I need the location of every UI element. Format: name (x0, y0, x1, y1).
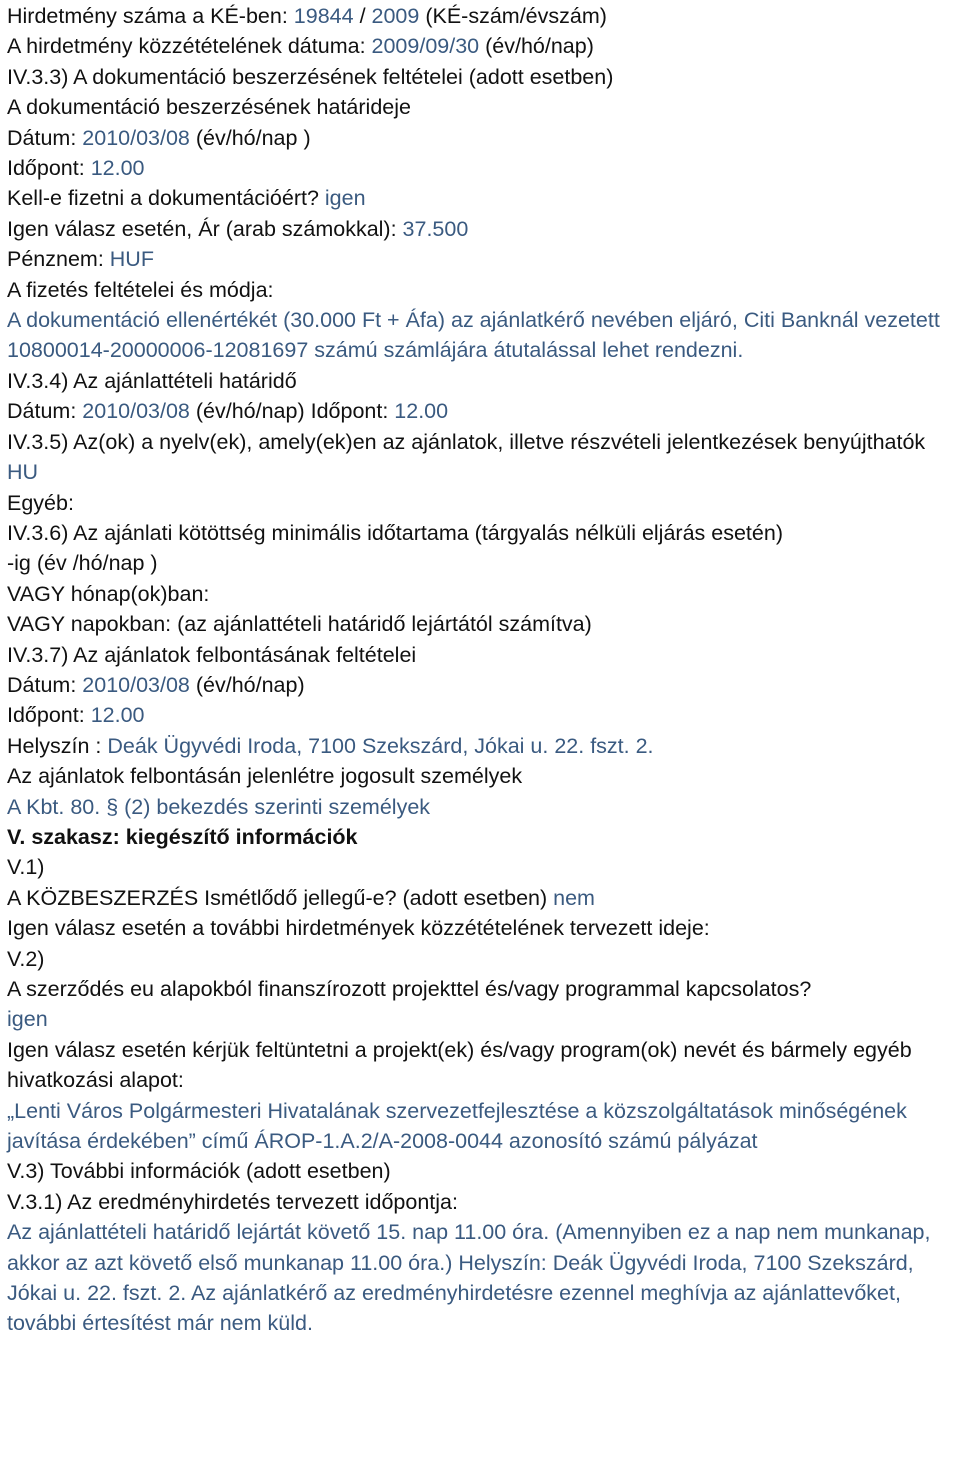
payment-terms-label: A fizetés feltételei és módja: (7, 277, 274, 302)
payment-terms-value: A dokumentáció ellenértékét (30.000 Ft + Áfa) az ajánlatkérő nevében eljáró, Citi Banknál vezetett 10800014-20000006-12081697 számú számlájára átutalással lehet rendezni. (7, 308, 940, 363)
section-v-2-text: V.2) (7, 946, 45, 971)
eu-funds-value: igen (7, 1007, 48, 1032)
section-iv-3-6-heading (7, 518, 956, 548)
documentation-deadline-heading (7, 92, 956, 122)
binding-until-line (7, 548, 956, 578)
binding-days-label: VAGY napokban: (az ajánlattételi határidő lejártától számítva) (7, 612, 592, 637)
attendees-heading (7, 761, 956, 791)
documentation-date-line (7, 123, 956, 153)
binding-days-line (7, 609, 956, 639)
notice-year-value: 2009 (371, 4, 420, 28)
opening-place-label: Helyszín : (7, 733, 108, 758)
opening-time-label: Időpont: (7, 703, 91, 728)
publication-date-line (7, 31, 956, 61)
documentation-time-value: 12.00 (90, 156, 145, 181)
opening-date-line (7, 670, 956, 700)
section-iv-3-3-heading (7, 62, 956, 92)
section-iv-3-4-heading (7, 366, 956, 396)
tender-time-label: (év/hó/nap) Időpont: (189, 399, 395, 424)
payment-required-label: Kell-e fizetni a dokumentációért? (7, 186, 325, 211)
publication-date-format: (év/hó/nap) (479, 34, 594, 59)
recurring-value: nem (553, 885, 595, 910)
opening-date-format: (év/hó/nap) (189, 672, 305, 697)
section-v-3-heading (7, 1156, 956, 1186)
notice-number-line (7, 1, 956, 31)
section-v-3-1-text: V.3.1) Az eredményhirdetés tervezett időpontja: (7, 1189, 458, 1214)
result-announcement-paragraph (7, 1217, 956, 1339)
project-reference-heading (7, 1035, 956, 1096)
binding-months-label: VAGY hónap(ok)ban: (7, 581, 210, 606)
section-v-text: V. szakasz: kiegészítő információk (7, 824, 358, 849)
section-v-1-text: V.1) (7, 855, 45, 880)
section-iv-3-5-text: IV.3.5) Az(ok) a nyelv(ek), amely(ek)en az ajánlatok, illetve részvételi jelentkezések benyújthatók (7, 429, 926, 454)
documentation-time-line (7, 153, 956, 183)
binding-months-line (7, 579, 956, 609)
documentation-date-label: Dátum: (7, 125, 83, 150)
currency-value: HUF (109, 247, 154, 272)
opening-date-label: Dátum: (7, 672, 83, 697)
attendees-label: Az ajánlatok felbontásán jelenlétre jogosult személyek (7, 764, 523, 789)
opening-time-line (7, 700, 956, 730)
section-iv-3-3-text: IV.3.3) A dokumentáció beszerzésének feltételei (adott esetben) (7, 64, 614, 89)
recurring-label: A KÖZBESZERZÉS Ismétlődő jellegű-e? (adott esetben) (7, 885, 554, 910)
opening-date-value: 2010/03/08 (82, 672, 190, 697)
binding-until-label: -ig (év /hó/nap ) (7, 551, 158, 576)
publication-date-value: 2009/09/30 (371, 34, 480, 59)
section-iv-3-4-text: IV.3.4) Az ajánlattételi határidő (7, 368, 297, 393)
language-line (7, 457, 956, 487)
documentation-date-value: 2010/03/08 (82, 125, 190, 150)
opening-time-value: 12.00 (90, 703, 145, 728)
section-v-1-heading (7, 852, 956, 882)
section-v-3-text: V.3) További információk (adott esetben) (7, 1159, 391, 1184)
attendees-line (7, 792, 956, 822)
attendees-value: A Kbt. 80. § (2) bekezdés szerinti személyek (7, 794, 431, 819)
tender-date-label: Dátum: (7, 399, 83, 424)
documentation-date-format: (év/hó/nap ) (189, 125, 311, 150)
notice-number-value: 19844 (293, 4, 354, 28)
eu-funds-line (7, 974, 956, 1004)
payment-terms-paragraph (7, 305, 956, 366)
tender-date-value: 2010/03/08 (82, 399, 190, 424)
opening-place-line (7, 731, 956, 761)
price-line (7, 214, 956, 244)
price-label: Igen válasz esetén, Ár (arab számokkal): (7, 216, 403, 241)
section-iv-3-7-heading (7, 640, 956, 670)
result-announcement-value: Az ajánlattételi határidő lejártát követő 15. nap 11.00 óra. (Amennyiben ez a nap nem munkanap, akkor az azt követő első munkanap 11.00 óra.) Helyszín: Deák Ügyvédi Iroda, 7100 Szekszárd, Jókai u. 22. fszt. 2. Az ajánlatkérő az eredményhirdetésre ezennel meghívja az ajánlattevőket, további értesítést már nem küld. (7, 1220, 931, 1336)
tender-time-value: 12.00 (394, 399, 449, 424)
eu-funds-answer-line (7, 1004, 956, 1034)
recurring-line (7, 883, 956, 913)
further-notices-label: Igen válasz esetén a további hirdetmények közzétételének tervezett ideje: (7, 916, 710, 941)
currency-line (7, 244, 956, 274)
project-reference-paragraph (7, 1096, 956, 1157)
documentation-time-label: Időpont: (7, 156, 91, 181)
documentation-deadline-text: A dokumentáció beszerzésének határideje (7, 95, 411, 120)
price-value: 37.500 (402, 216, 469, 241)
payment-required-line (7, 183, 956, 213)
section-v-2-heading (7, 944, 956, 974)
section-iv-3-7-text: IV.3.7) Az ajánlatok felbontásának feltételei (7, 642, 417, 667)
other-language-line (7, 488, 956, 518)
other-language-label: Egyéb: (7, 490, 74, 515)
tender-deadline-line (7, 396, 956, 426)
language-value: HU (7, 460, 39, 485)
currency-label: Pénznem: (7, 247, 110, 272)
eu-funds-label: A szerződés eu alapokból finanszírozott projekttel és/vagy programmal kapcsolatos? (7, 977, 812, 1001)
notice-number-label: Hirdetmény száma a KÉ-ben: (7, 4, 294, 28)
section-iv-3-6-text: IV.3.6) Az ajánlati kötöttség minimális időtartama (tárgyalás nélküli eljárás esetén) (7, 520, 783, 545)
section-v-heading (7, 822, 956, 852)
payment-terms-heading (7, 275, 956, 305)
project-reference-label: Igen válasz esetén kérjük feltüntetni a projekt(ek) és/vagy program(ok) nevét és bármely egyéb hivatkozási alapot: (7, 1037, 912, 1093)
notice-number-separator: / (353, 4, 372, 28)
opening-place-value: Deák Ügyvédi Iroda, 7100 Szekszárd, Jókai u. 22. fszt. 2. (107, 733, 654, 758)
project-reference-value: „Lenti Város Polgármesteri Hivatalának szervezetfejlesztése a közszolgáltatások minőségének javítása érdekében” című ÁROP-1.A.2/A-2008-0044 azonosító számú pályázat (7, 1098, 907, 1154)
further-notices-line (7, 913, 956, 943)
notice-number-format: (KÉ-szám/évszám) (419, 4, 607, 28)
publication-date-label: A hirdetmény közzétételének dátuma: (7, 34, 372, 59)
payment-required-value: igen (324, 186, 366, 211)
section-iv-3-5-heading (7, 427, 956, 457)
section-v-3-1-heading (7, 1187, 956, 1217)
